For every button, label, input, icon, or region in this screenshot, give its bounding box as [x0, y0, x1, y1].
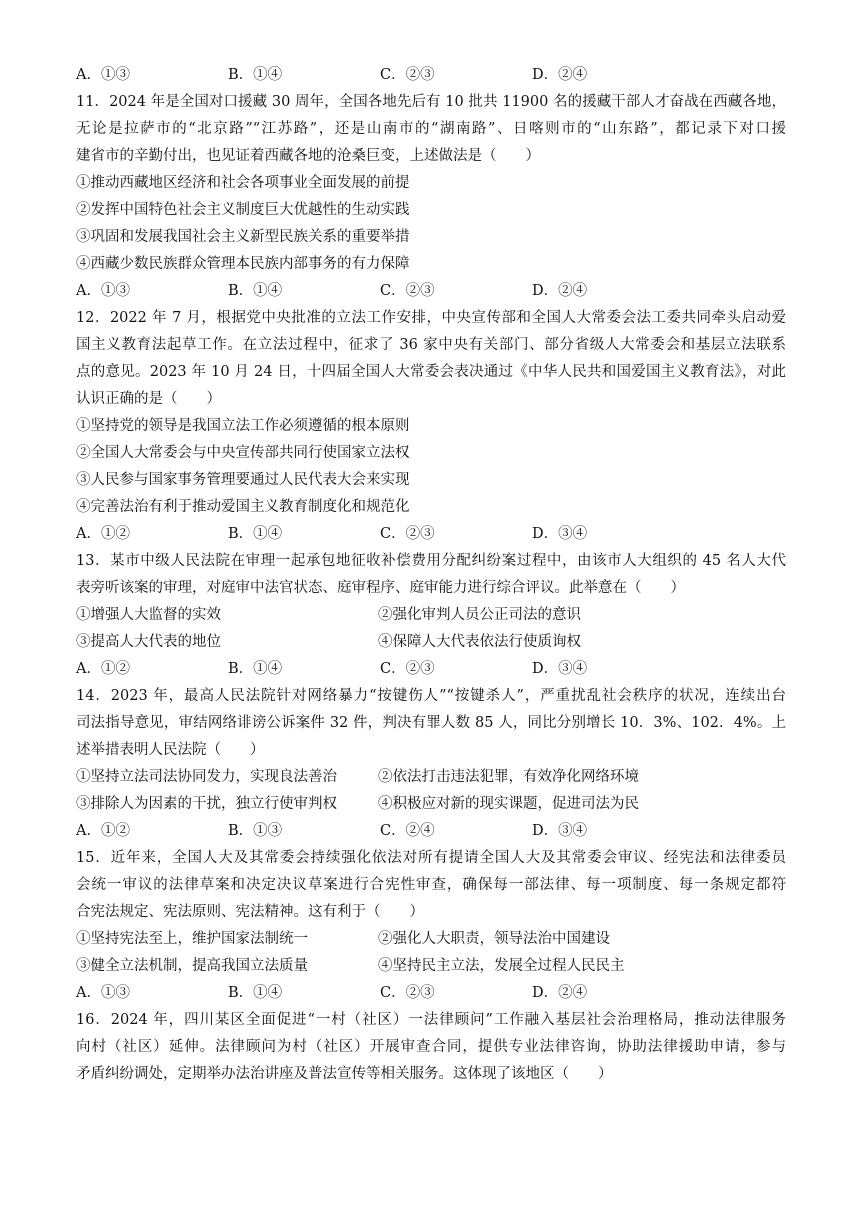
option-d: D．②④ [532, 985, 588, 1001]
question-stem-line: 12．2022 年 7 月，根据党中央批准的立法工作安排，中央宣传部和全国人大常委会法工委共同牵头启动爱 [76, 310, 786, 326]
question-16 [76, 1007, 786, 1088]
option-c: C．②③ [380, 283, 435, 299]
option-a: A．①② [76, 661, 130, 677]
question-15 [76, 845, 786, 1007]
question-stem-line: 无论是拉萨市的“北京路”“江苏路”，还是山南市的“湖南路”、日喀则市的“山东路”，都记录下对口援 [76, 121, 786, 137]
option-d: D．②④ [532, 67, 588, 83]
answer-options [76, 818, 786, 845]
statement-item: ②发挥中国特色社会主义制度巨大优越性的生动实践 [76, 202, 410, 218]
question-stem-line: 建省市的辛勤付出，也见证着西藏各地的沧桑巨变，上述做法是（ ） [76, 148, 540, 164]
statement-item: ④西藏少数民族群众管理本民族内部事务的有力保障 [76, 256, 410, 272]
option-a: A．①② [76, 526, 130, 542]
option-a: A．①③ [76, 283, 130, 299]
option-d: D．③④ [532, 823, 588, 839]
option-b: B．①④ [228, 283, 283, 299]
question-14 [76, 683, 786, 845]
option-b: B．①④ [228, 985, 283, 1001]
answer-options [76, 980, 786, 1007]
question-stem-line: 国主义教育法起草工作。在立法过程中，征求了 36 家中央有关部门、部分省级人大常委会和基层立法联系 [76, 337, 786, 353]
question-stem-line: 15．近年来，全国人大及其常委会持续强化依法对所有提请全国人大及其常委会审议、经宪法和法律委员 [76, 850, 786, 866]
statement-item: ④积极应对新的现实课题，促进司法为民 [378, 796, 639, 812]
question-stem-line: 认识正确的是（ ） [76, 391, 221, 407]
option-c: C．②③ [380, 526, 435, 542]
option-c: C．②④ [380, 823, 435, 839]
question-11 [76, 89, 786, 305]
question-12 [76, 305, 786, 548]
question-stem-line: 16．2024 年，四川某区全面促进“一村（社区）一法律顾问”工作融入基层社会治理格局，推动法律服务 [76, 1012, 786, 1028]
statement-pair [76, 602, 786, 629]
question-stem-line: 向村（社区）延伸。法律顾问为村（社区）开展审查合同，提供专业法律咨询，协助法律援助申请，参与 [76, 1039, 786, 1055]
question-13 [76, 548, 786, 683]
option-b: B．①③ [228, 823, 283, 839]
exam-page [76, 62, 786, 1088]
statement-pair [76, 791, 786, 818]
question-stem-line: 合宪法规定、宪法原则、宪法精神。这有利于（ ） [76, 904, 424, 920]
option-c: C．②③ [380, 985, 435, 1001]
statement-item: ②强化审判人员公正司法的意识 [378, 607, 581, 623]
statement-item: ②全国人大常委会与中央宣传部共同行使国家立法权 [76, 445, 410, 461]
statement-item: ④完善法治有利于推动爱国主义教育制度化和规范化 [76, 499, 410, 515]
option-c: C．②③ [380, 67, 435, 83]
statement-item: ①增强人大监督的实效 [76, 607, 221, 623]
answer-options [76, 278, 786, 305]
statement-item: ③排除人为因素的干扰，独立行使审判权 [76, 796, 337, 812]
statement-item: ③提高人大代表的地位 [76, 634, 221, 650]
statement-item: ①坚持宪法至上，维护国家法制统一 [76, 931, 308, 947]
option-a: A．①② [76, 823, 130, 839]
statement-pair [76, 764, 786, 791]
statement-item: ③人民参与国家事务管理要通过人民代表大会来实现 [76, 472, 410, 488]
statement-item: ②依法打击违法犯罪，有效净化网络环境 [378, 769, 639, 785]
statement-item: ①坚持党的领导是我国立法工作必须遵循的根本原则 [76, 418, 410, 434]
question-stem-line: 13．某市中级人民法院在审理一起承包地征收补偿费用分配纠纷案过程中，由该市人大组织的 45 名人大代 [76, 553, 786, 569]
question-stem-line: 14．2023 年，最高人民法院针对网络暴力“按键伤人”“按键杀人”，严重扰乱社会秩序的状况，连续出台 [76, 688, 786, 704]
option-b: B．①④ [228, 526, 283, 542]
question-stem-line: 述举措表明人民法院（ ） [76, 742, 265, 758]
statement-pair [76, 953, 786, 980]
statement-pair [76, 926, 786, 953]
question-stem-line: 点的意见。2023 年 10 月 24 日，十四届全国人大常委会表决通过《中华人民共和国爱国主义教育法》，对此 [76, 364, 786, 380]
statement-item: ④坚持民主立法，发展全过程人民民主 [378, 958, 625, 974]
statement-item: ④保障人大代表依法行使质询权 [378, 634, 581, 650]
answer-options [76, 521, 786, 548]
q10-options [76, 62, 786, 89]
statement-item: ①坚持立法司法协同发力，实现良法善治 [76, 769, 337, 785]
option-d: D．③④ [532, 661, 588, 677]
option-b: B．①④ [228, 661, 283, 677]
statement-item: ①推动西藏地区经济和社会各项事业全面发展的前提 [76, 175, 410, 191]
statement-pair [76, 629, 786, 656]
question-stem-line: 11．2024 年是全国对口援藏 30 周年，全国各地先后有 10 批共 11900 名的援藏干部人才奋战在西藏各地， [76, 94, 786, 110]
option-d: D．②④ [532, 283, 588, 299]
option-a: A．①③ [76, 985, 130, 1001]
option-d: D．③④ [532, 526, 588, 542]
answer-options [76, 656, 786, 683]
option-a: A．①③ [76, 67, 130, 83]
statement-item: ②强化人大职责，领导法治中国建设 [378, 931, 610, 947]
option-c: C．②③ [380, 661, 435, 677]
statement-item: ③健全立法机制，提高我国立法质量 [76, 958, 308, 974]
question-stem-line: 司法指导意见，审结网络诽谤公诉案件 32 件，判决有罪人数 85 人，同比分别增长 10．3%、102．4%。上 [76, 715, 786, 731]
statement-item: ③巩固和发展我国社会主义新型民族关系的重要举措 [76, 229, 410, 245]
option-b: B．①④ [228, 67, 283, 83]
question-stem-line: 矛盾纠纷调处，定期举办法治讲座及普法宣传等相关服务。这体现了该地区（ ） [76, 1066, 613, 1082]
question-stem-line: 会统一审议的法律草案和决定决议草案进行合宪性审查，确保每一部法律、每一项制度、每一条规定都符 [76, 877, 786, 893]
question-stem-line: 表旁听该案的审理，对庭审中法官状态、庭审程序、庭审能力进行综合评议。此举意在（ ） [76, 580, 685, 596]
